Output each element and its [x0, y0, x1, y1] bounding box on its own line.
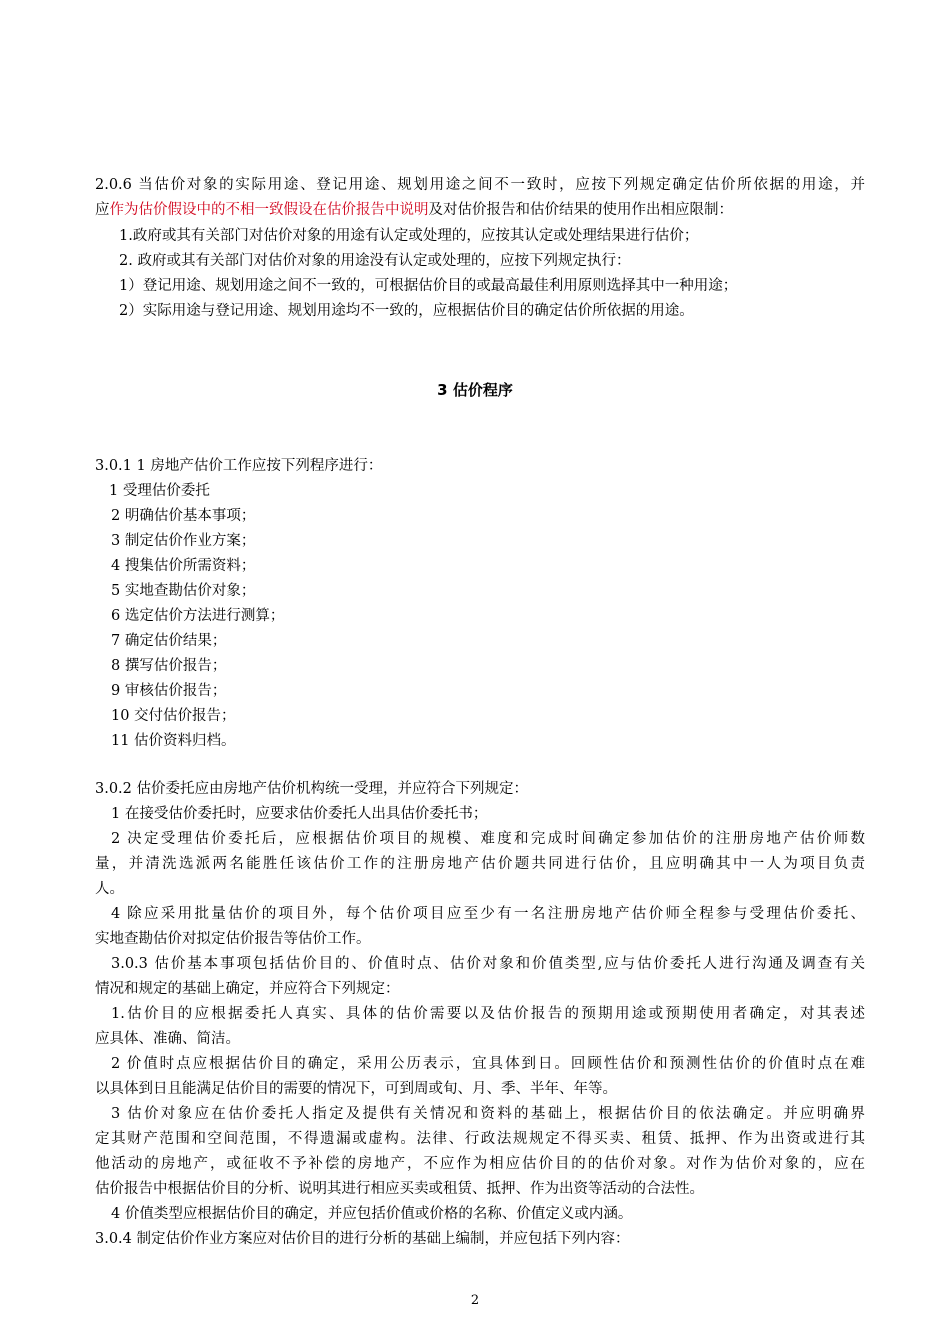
procedure-step: 9 审核估价报告；	[111, 683, 227, 699]
clause-3-0-2-p2-line2: 量，并清洗选派两名能胜任该估价工作的注册房地产估价题共同进行估价，且应明确其中一人为项目负责	[95, 856, 865, 872]
clause-3-0-3-p1-line2: 应具体、准确、简洁。	[95, 1031, 240, 1047]
procedure-step: 4 搜集估价所需资料；	[111, 558, 256, 574]
chapter-title: 3 估价程序	[437, 381, 513, 399]
procedure-step: 7 确定估价结果；	[111, 633, 227, 649]
procedure-step: 1 受理估价委托	[109, 483, 210, 499]
clause-2-0-6-line2	[95, 198, 865, 223]
clause-3-0-3-p3-line3: 他活动的房地产，或征收不予补偿的房地产，不应作为相应估价目的的估价对象。对作为估价对象的，应在	[95, 1156, 865, 1172]
procedure-step: 2 明确估价基本事项；	[111, 508, 256, 524]
clause-3-0-2-p2-line3: 人。	[95, 881, 124, 897]
clause-3-0-3-p2-line2: 以具体到日且能满足估价目的需要的情况下，可到周或旬、月、季、半年、年等。	[95, 1081, 617, 1097]
clause-2-0-6-line2-post: 及对估价报告和估价结果的使用作出相应限制：	[428, 202, 733, 218]
clause-3-0-3-p3-line1: 3 估价对象应在估价委托人指定及提供有关情况和资料的基础上，根据估价目的依法确定。并应明确界	[111, 1106, 865, 1122]
procedure-step: 6 选定估价方法进行测算；	[111, 608, 285, 624]
clause-3-0-1-intro: 3.0.1 1 房地产估价工作应按下列程序进行：	[95, 458, 383, 474]
clause-3-0-3-line2: 情况和规定的基础上确定，并应符合下列规定：	[95, 981, 400, 997]
clause-3-0-3-p1-line1: 1.估价目的应根据委托人真实、具体的估价需要以及估价报告的预期用途或预期使用者确定，对其表述	[111, 1006, 865, 1022]
clause-2-0-6-sub1: 1）登记用途、规划用途之间不一致的，可根据估价目的或最高最佳利用原则选择其中一种用途；	[119, 278, 738, 294]
procedure-step: 8 撰写估价报告；	[111, 658, 227, 674]
clause-3-0-3-p2-line1: 2 价值时点应根据估价目的确定，采用公历表示，宜具体到日。回顾性估价和预测性估价的价值时点在难	[111, 1056, 865, 1072]
clause-2-0-6-item1: 1.政府或其有关部门对估价对象的用途有认定或处理的，应按其认定或处理结果进行估价；	[119, 228, 699, 244]
clause-2-0-6-line2-pre: 应	[95, 202, 110, 218]
clause-3-0-3-line1: 3.0.3 估价基本事项包括估价目的、价值时点、估价对象和价值类型,应与估价委托人进行沟通及调查有关	[111, 956, 865, 972]
procedure-step: 11 估价资料归档。	[111, 733, 236, 749]
clause-2-0-6-sub2: 2）实际用途与登记用途、规划用途均不一致的，应根据估价目的确定估价所依据的用途。	[119, 303, 694, 319]
procedure-step: 5 实地查勘估价对象；	[111, 583, 256, 599]
clause-3-0-4-intro: 3.0.4 制定估价作业方案应对估价目的进行分析的基础上编制，并应包括下列内容：	[95, 1231, 630, 1247]
clause-2-0-6-line1: 2.0.6 当估价对象的实际用途、登记用途、规划用途之间不一致时，应按下列规定确定估价所依据的用途，并	[95, 177, 865, 193]
clause-3-0-2-p2-line1: 2 决定受理估价委托后，应根据估价项目的规模、难度和完成时间确定参加估价的注册房地产估价师数	[111, 831, 865, 847]
clause-2-0-6-highlight: 作为估价假设中的不相一致假设在估价报告中说明	[109, 202, 429, 218]
clause-3-0-2-p1: 1 在接受估价委托时，应要求估价委托人出具估价委托书；	[111, 806, 488, 822]
clause-3-0-3-p3-line2: 定其财产范围和空间范围，不得遗漏或虚构。法律、行政法规规定不得买卖、租赁、抵押、作为出资或进行其	[95, 1131, 865, 1147]
procedure-step: 3 制定估价作业方案；	[111, 533, 256, 549]
clause-3-0-2-p4-line2: 实地查勘估价对拟定估价报告等估价工作。	[95, 931, 371, 947]
page-number: 2	[470, 1293, 480, 1308]
procedure-step: 10 交付估价报告；	[111, 708, 236, 724]
clause-3-0-3-p4: 4 价值类型应根据估价目的确定，并应包括价值或价格的名称、价值定义或内涵。	[111, 1206, 633, 1222]
clause-3-0-3-p3-line4: 估价报告中根据估价目的分析、说明其进行相应买卖或租赁、抵押、作为出资等活动的合法性。	[95, 1181, 704, 1197]
clause-3-0-2-p4-line1: 4 除应采用批量估价的项目外，每个估价项目应至少有一名注册房地产估价师全程参与受理估价委托、	[111, 906, 865, 922]
clause-2-0-6-item2: 2. 政府或其有关部门对估价对象的用途没有认定或处理的，应按下列规定执行：	[119, 253, 631, 269]
clause-3-0-2-intro: 3.0.2 估价委托应由房地产估价机构统一受理，并应符合下列规定：	[95, 781, 529, 797]
